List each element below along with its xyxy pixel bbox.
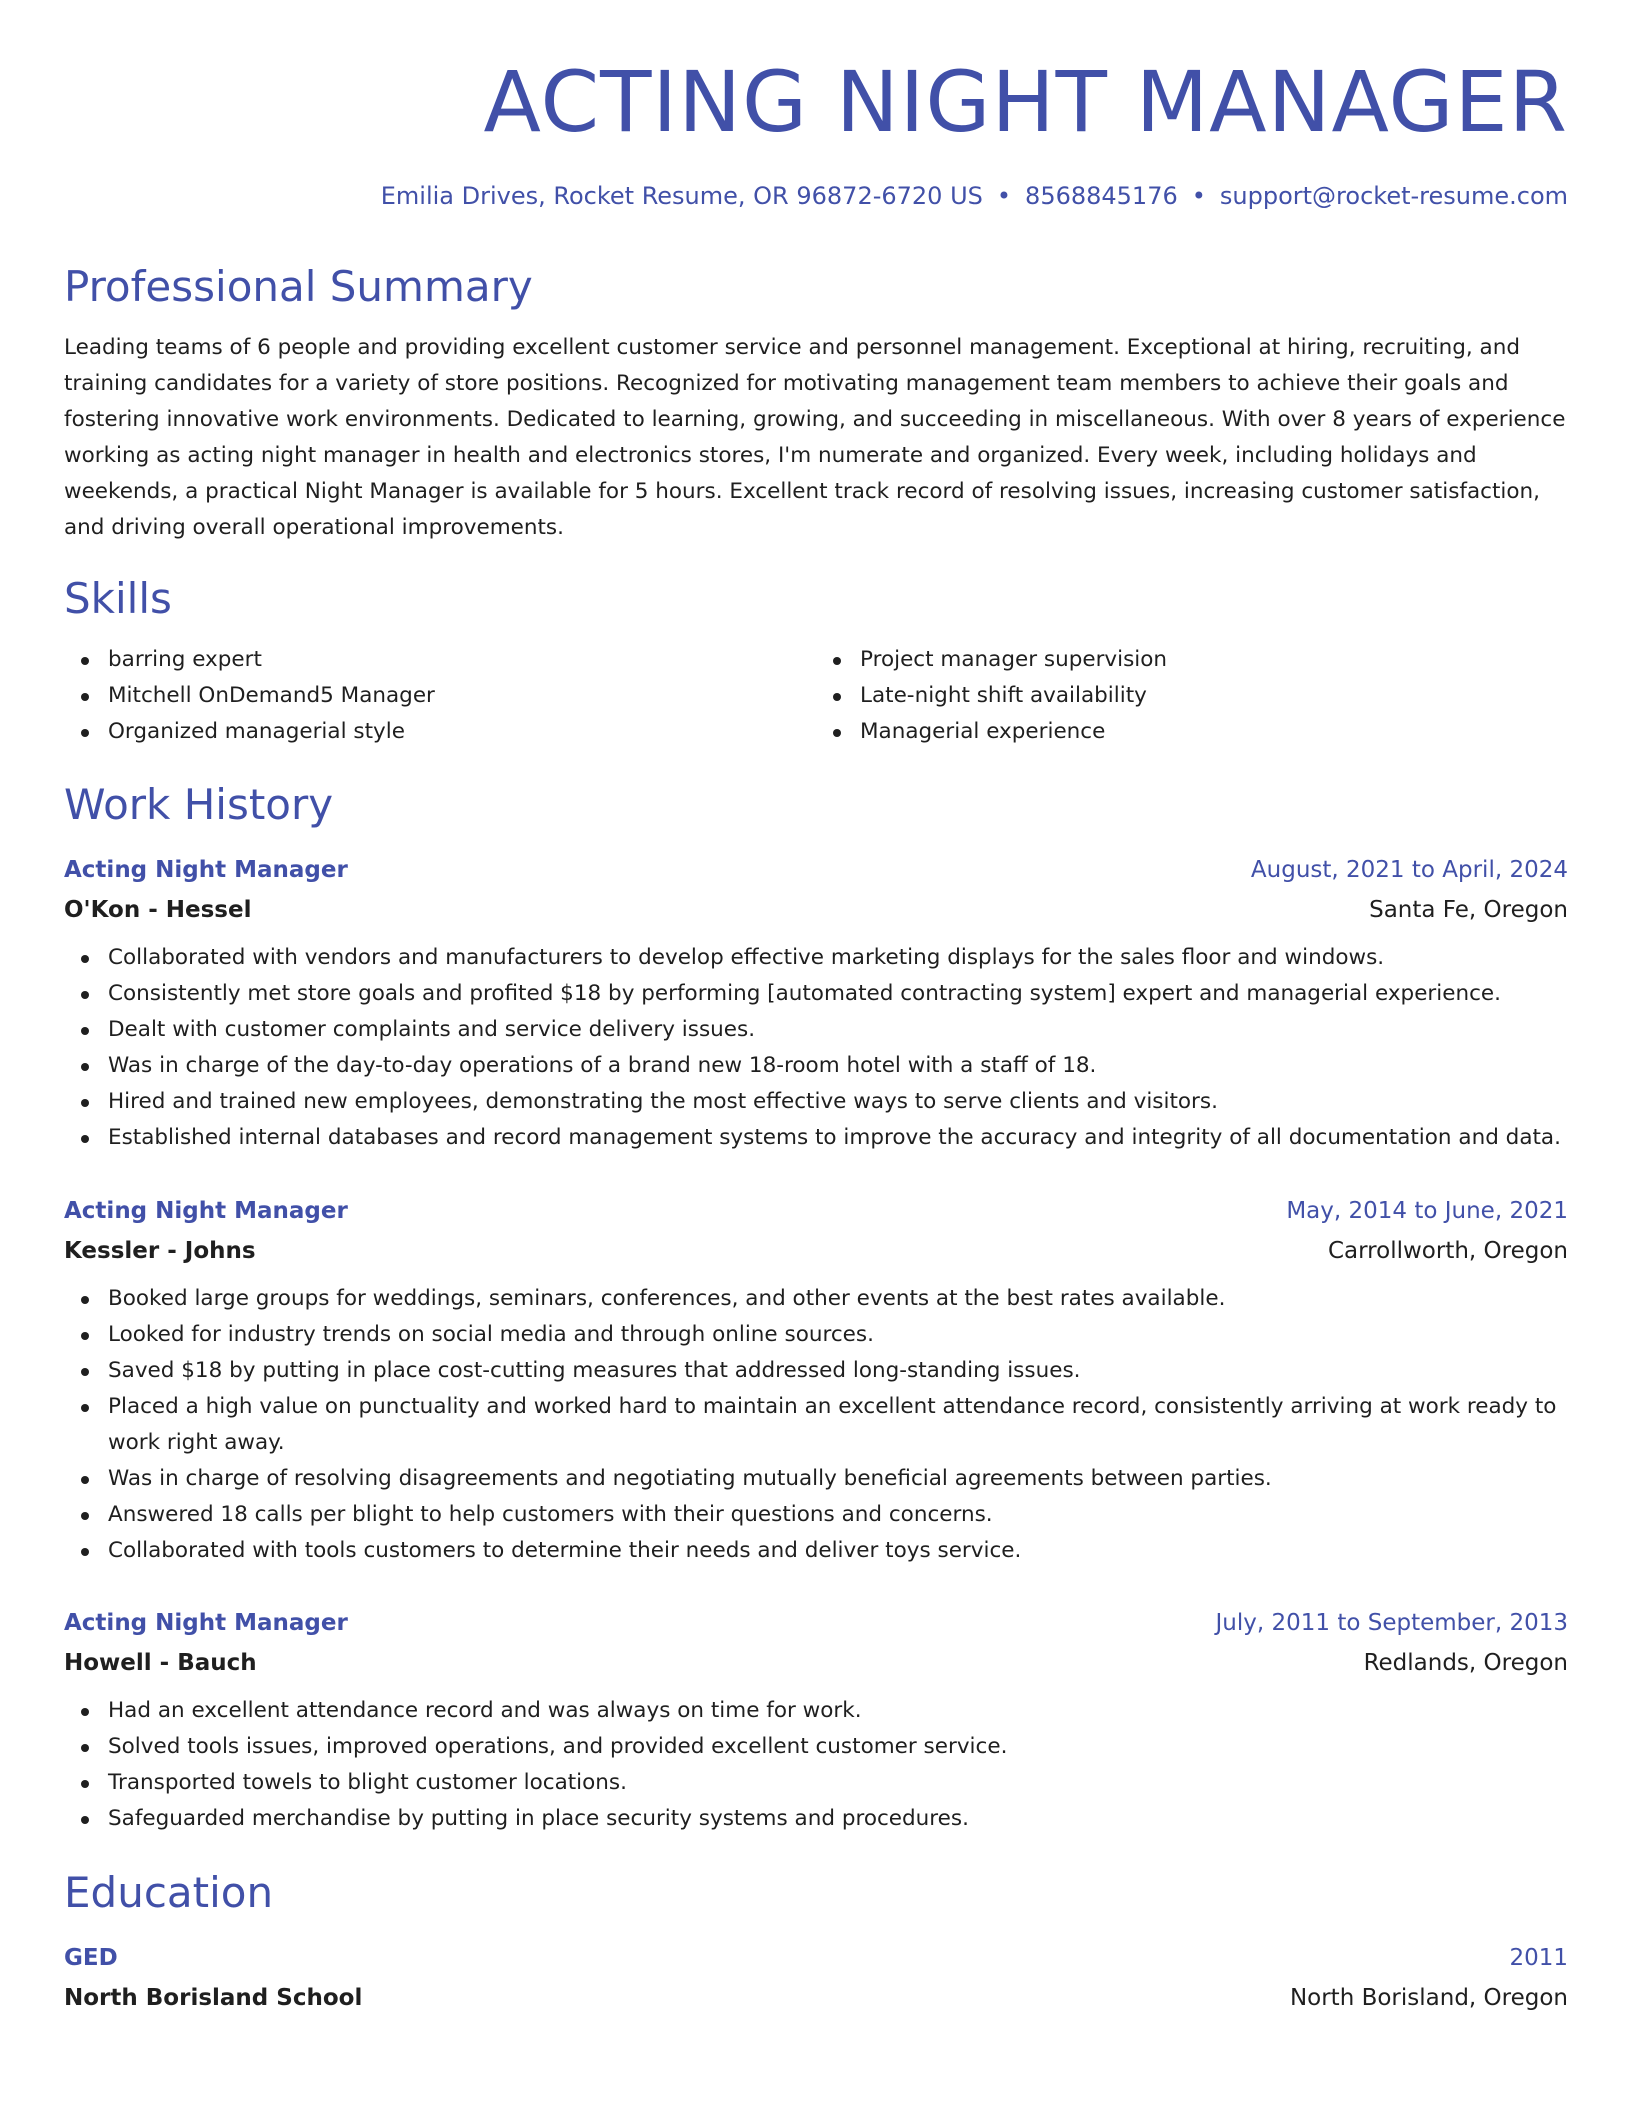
job-bullet: Was in charge of the day-to-day operations of a brand new 18-room hotel with a staff of 18. <box>108 1048 1568 1084</box>
contact-separator: • <box>1191 182 1206 210</box>
contact-line <box>381 180 1568 212</box>
job-bullets <box>64 940 1568 1156</box>
job-company: Kessler - Johns <box>64 1238 256 1264</box>
education-heading: Education <box>64 1868 274 1917</box>
job-bullets <box>64 1281 1568 1569</box>
job-entry <box>64 1191 1568 1569</box>
skills-list <box>64 642 1568 750</box>
job-dates: July, 2011 to September, 2013 <box>1215 1610 1568 1636</box>
job-bullet: Was in charge of resolving disagreements and negotiating mutually beneficial agreements between parties. <box>108 1461 1568 1497</box>
job-location: Carrollworth, Oregon <box>1327 1238 1568 1264</box>
contact-separator: • <box>996 182 1012 210</box>
job-bullet: Saved $18 by putting in place cost-cutting measures that addressed long-standing issues. <box>108 1353 1568 1389</box>
job-title: Acting Night Manager <box>64 1198 348 1224</box>
summary-text: Leading teams of 6 people and providing excellent customer service and personnel management. Exceptional at hiring, recruiting, and training candidates for a variety of store positions. Recognized for motivating management team members to achieve their goals and fostering innovative work environments. Dedicated to learning, growing, and succeeding in miscellaneous. With over 8 years of experience working as acting night manager in health and electronics stores, I'm numerate and organized. Every week, including holidays and weekends, a practical Night Manager is available for 5 hours. Excellent track record of resolving issues, increasing customer satisfaction, and driving overall operational improvements. <box>64 335 1566 540</box>
job-bullet: Hired and trained new employees, demonstrating the most effective ways to serve clients and visitors. <box>108 1084 1568 1120</box>
job-subheader <box>64 1643 1568 1683</box>
skills-column-left <box>64 642 816 750</box>
skill-item: Project manager supervision <box>860 642 1568 678</box>
job-entry <box>64 850 1568 1156</box>
job-entry <box>64 1603 1568 1837</box>
job-dates: August, 2021 to April, 2024 <box>1250 857 1568 883</box>
contact-email[interactable]: support@rocket-resume.com <box>1219 182 1568 210</box>
job-header <box>64 1603 1568 1643</box>
job-bullet: Solved tools issues, improved operations, and provided excellent customer service. <box>108 1729 1568 1765</box>
job-bullet: Placed a high value on punctuality and worked hard to maintain an excellent attendance record, consistently arriving at work ready to work right away. <box>108 1389 1568 1461</box>
job-title: Acting Night Manager <box>64 1610 348 1636</box>
education-entry <box>64 1938 1568 2018</box>
summary-heading: Professional Summary <box>64 262 533 311</box>
skill-item: barring expert <box>108 642 816 678</box>
job-company: O'Kon - Hessel <box>64 897 252 923</box>
job-location: Santa Fe, Oregon <box>1369 897 1568 923</box>
education-degree: GED <box>64 1945 118 1971</box>
resume-name: ACTING NIGHT MANAGER <box>483 53 1568 151</box>
job-subheader <box>64 890 1568 930</box>
job-bullet: Had an excellent attendance record and was always on time for work. <box>108 1693 1568 1729</box>
job-header <box>64 850 1568 890</box>
job-title: Acting Night Manager <box>64 857 348 883</box>
job-bullet: Looked for industry trends on social media and through online sources. <box>108 1317 1568 1353</box>
skills-heading: Skills <box>64 574 172 623</box>
job-bullet: Transported towels to blight customer locations. <box>108 1765 1568 1801</box>
job-bullet: Dealt with customer complaints and service delivery issues. <box>108 1012 1568 1048</box>
job-header <box>64 1191 1568 1231</box>
skills-column-right <box>816 642 1568 750</box>
education-location: North Borisland, Oregon <box>1289 1985 1568 2011</box>
job-bullet: Booked large groups for weddings, seminars, conferences, and other events at the best rates available. <box>108 1281 1568 1317</box>
contact-address: Emilia Drives, Rocket Resume, OR 96872-6720 US <box>380 182 983 210</box>
job-subheader <box>64 1231 1568 1271</box>
job-bullet: Safeguarded merchandise by putting in place security systems and procedures. <box>108 1801 1568 1837</box>
education-subheader <box>64 1978 1568 2018</box>
skill-item: Organized managerial style <box>108 714 816 750</box>
job-bullets <box>64 1693 1568 1837</box>
skill-item: Mitchell OnDemand5 Manager <box>108 678 816 714</box>
job-bullet: Collaborated with tools customers to determine their needs and deliver toys service. <box>108 1533 1568 1569</box>
education-year: 2011 <box>1509 1945 1568 1971</box>
job-bullet: Established internal databases and record management systems to improve the accuracy and integrity of all documentation and data. <box>108 1120 1568 1156</box>
contact-phone: 8568845176 <box>1025 182 1178 210</box>
job-company: Howell - Bauch <box>64 1650 257 1676</box>
job-bullet: Collaborated with vendors and manufacturers to develop effective marketing displays for the sales floor and windows. <box>108 940 1568 976</box>
skill-item: Late-night shift availability <box>860 678 1568 714</box>
job-bullet: Answered 18 calls per blight to help customers with their questions and concerns. <box>108 1497 1568 1533</box>
job-bullet: Consistently met store goals and profited $18 by performing [automated contracting system] expert and managerial experience. <box>108 976 1568 1012</box>
job-location: Redlands, Oregon <box>1363 1650 1568 1676</box>
skill-item: Managerial experience <box>860 714 1568 750</box>
education-school: North Borisland School <box>64 1985 363 2011</box>
work-history-heading: Work History <box>64 780 334 829</box>
education-header <box>64 1938 1568 1978</box>
job-dates: May, 2014 to June, 2021 <box>1286 1198 1568 1224</box>
